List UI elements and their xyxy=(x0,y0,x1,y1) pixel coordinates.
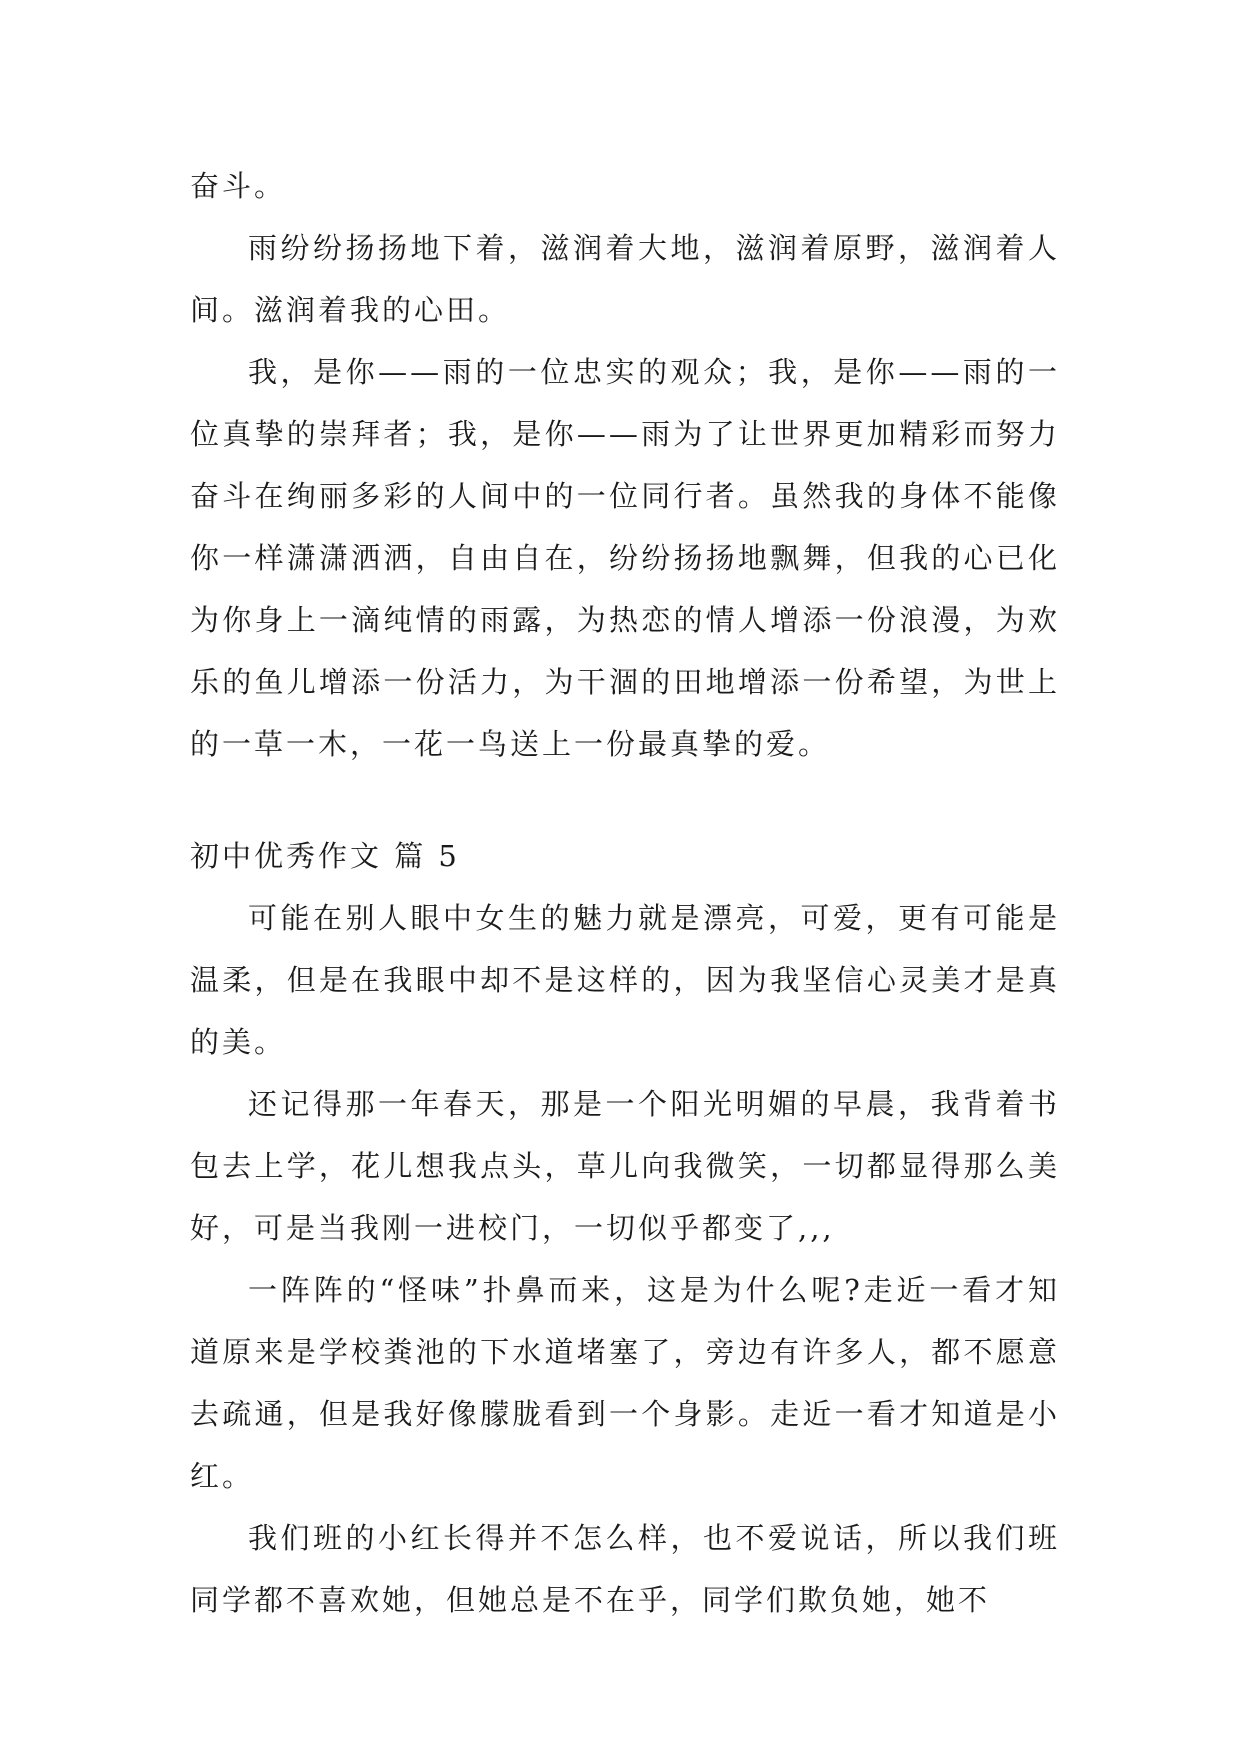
paragraph: 雨纷纷扬扬地下着，滋润着大地，滋润着原野，滋润着人间。滋润着我的心田。 xyxy=(190,231,1060,327)
paragraph: 一阵阵的“怪味”扑鼻而来，这是为什么呢?走近一看才知道原来是学校粪池的下水道堵塞了，旁边有许多人，都不愿意去疏通，但是我好像朦胧看到一个身影。走近一看才知道是小红。 xyxy=(190,1273,1060,1493)
paragraph: 我，是你——雨的一位忠实的观众；我，是你——雨的一位真挚的崇拜者；我，是你——雨为了让世界更加精彩而努力奋斗在绚丽多彩的人间中的一位同行者。虽然我的身体不能像你一样潇潇洒洒，自由自在，纷纷扬扬地飘舞，但我的心已化为你身上一滴纯情的雨露，为热恋的情人增添一份浪漫，为欢乐的鱼儿增添一份活力，为干涸的田地增添一份希望，为世上的一草一木，一花一鸟送上一份最真挚的爱。 xyxy=(190,355,1060,761)
paragraph: 奋斗。 xyxy=(190,169,287,203)
paragraph: 可能在别人眼中女生的魅力就是漂亮，可爱，更有可能是温柔，但是在我眼中却不是这样的，因为我坚信心灵美才是真的美。 xyxy=(190,901,1060,1059)
paragraph: 我们班的小红长得并不怎么样，也不爱说话，所以我们班同学都不喜欢她，但她总是不在乎，同学们欺负她，她不 xyxy=(190,1521,1060,1617)
section-heading: 初中优秀作文 篇 5 xyxy=(190,839,460,873)
paragraph: 还记得那一年春天，那是一个阳光明媚的早晨，我背着书包去上学，花儿想我点头，草儿向我微笑，一切都显得那么美好，可是当我刚一进校门，一切似乎都变了,,, xyxy=(190,1087,1060,1245)
document-body xyxy=(190,155,1060,1631)
